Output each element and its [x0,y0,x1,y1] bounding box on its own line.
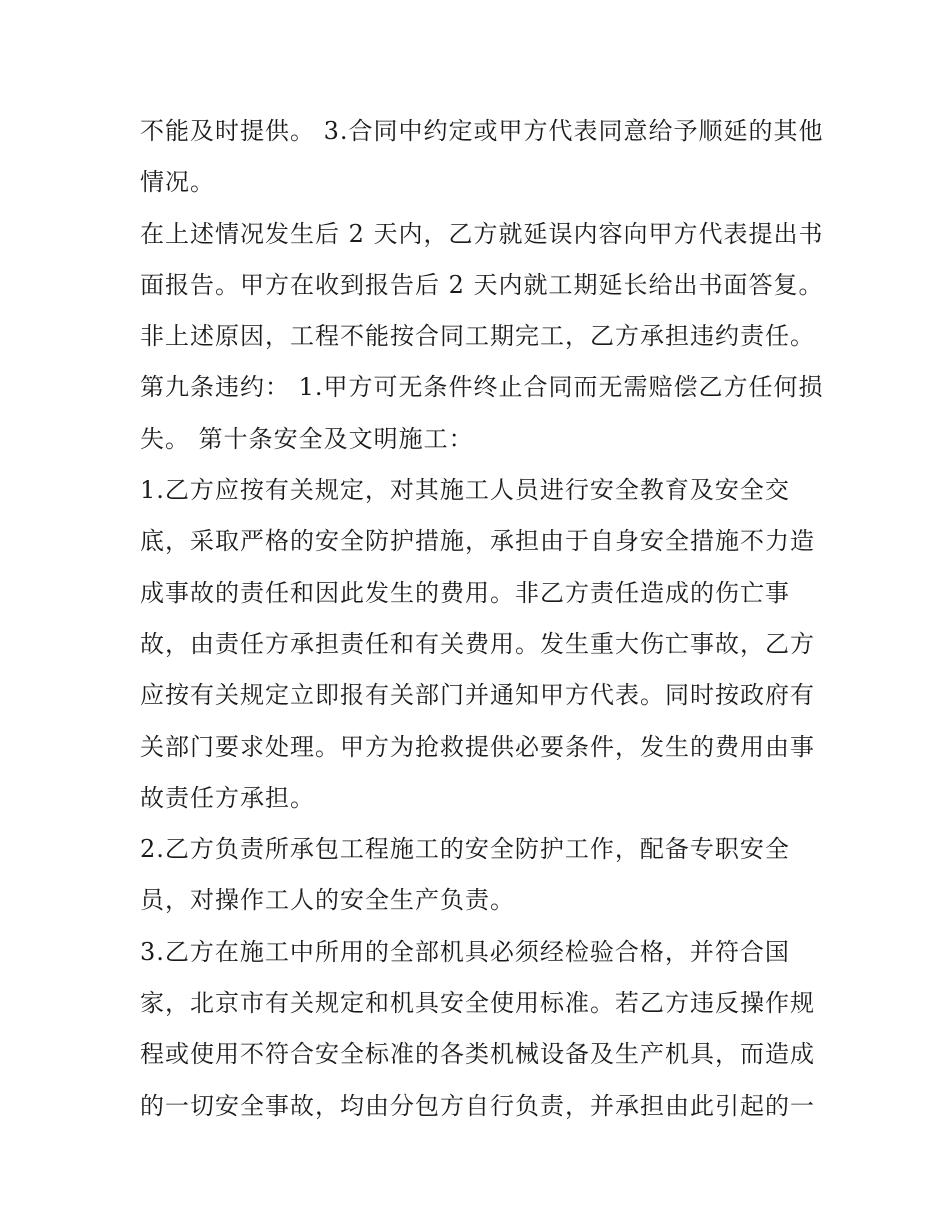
text-line: 面报告。甲方在收到报告后 2 天内就工期延长给出书面答复。 [140,270,824,299]
text-line: 第九条违约： 1.甲方可无条件终止合同而无需赔偿乙方任何损 [140,373,824,402]
text-line: 程或使用不符合安全标准的各类机械设备及生产机具，而造成 [140,1040,815,1069]
text-line: 情况。 [140,168,215,197]
text-line: 家，北京市有关规定和机具安全使用标准。若乙方违反操作规 [140,989,815,1018]
text-line: 失。 第十条安全及文明施工： [140,424,474,453]
text-line: 不能及时提供。 3.合同中约定或甲方代表同意给予顺延的其他 [140,117,824,145]
text-line: 关部门要求处理。甲方为抢救提供必要条件，发生的费用由事 [140,732,815,761]
text-line: 故责任方承担。 [140,783,315,812]
text-line: 故，由责任方承担责任和有关费用。发生重大伤亡事故，乙方 [140,629,815,658]
text-line: 的一切安全事故，均由分包方自行负责，并承担由此引起的一 [140,1091,815,1120]
text-line: 非上述原因，工程不能按合同工期完工，乙方承担违约责任。 [140,322,815,351]
text-line: 底，采取严格的安全防护措施，承担由于自身安全措施不力造 [140,527,815,556]
text-line: 成事故的责任和因此发生的费用。非乙方责任造成的伤亡事 [140,578,790,607]
text-line: 2.乙方负责所承包工程施工的安全防护工作，配备专职安全 [140,835,790,864]
text-line: 1.乙方应按有关规定，对其施工人员进行安全教育及安全交 [140,476,790,505]
text-line: 应按有关规定立即报有关部门并通知甲方代表。同时按政府有 [140,681,815,710]
text-line: 员，对操作工人的安全生产负责。 [140,886,515,915]
text-line: 3.乙方在施工中所用的全部机具必须经检验合格，并符合国 [140,937,790,966]
contract-text [140,106,824,1132]
text-line: 在上述情况发生后 2 天内，乙方就延误内容向甲方代表提出书 [140,219,824,248]
